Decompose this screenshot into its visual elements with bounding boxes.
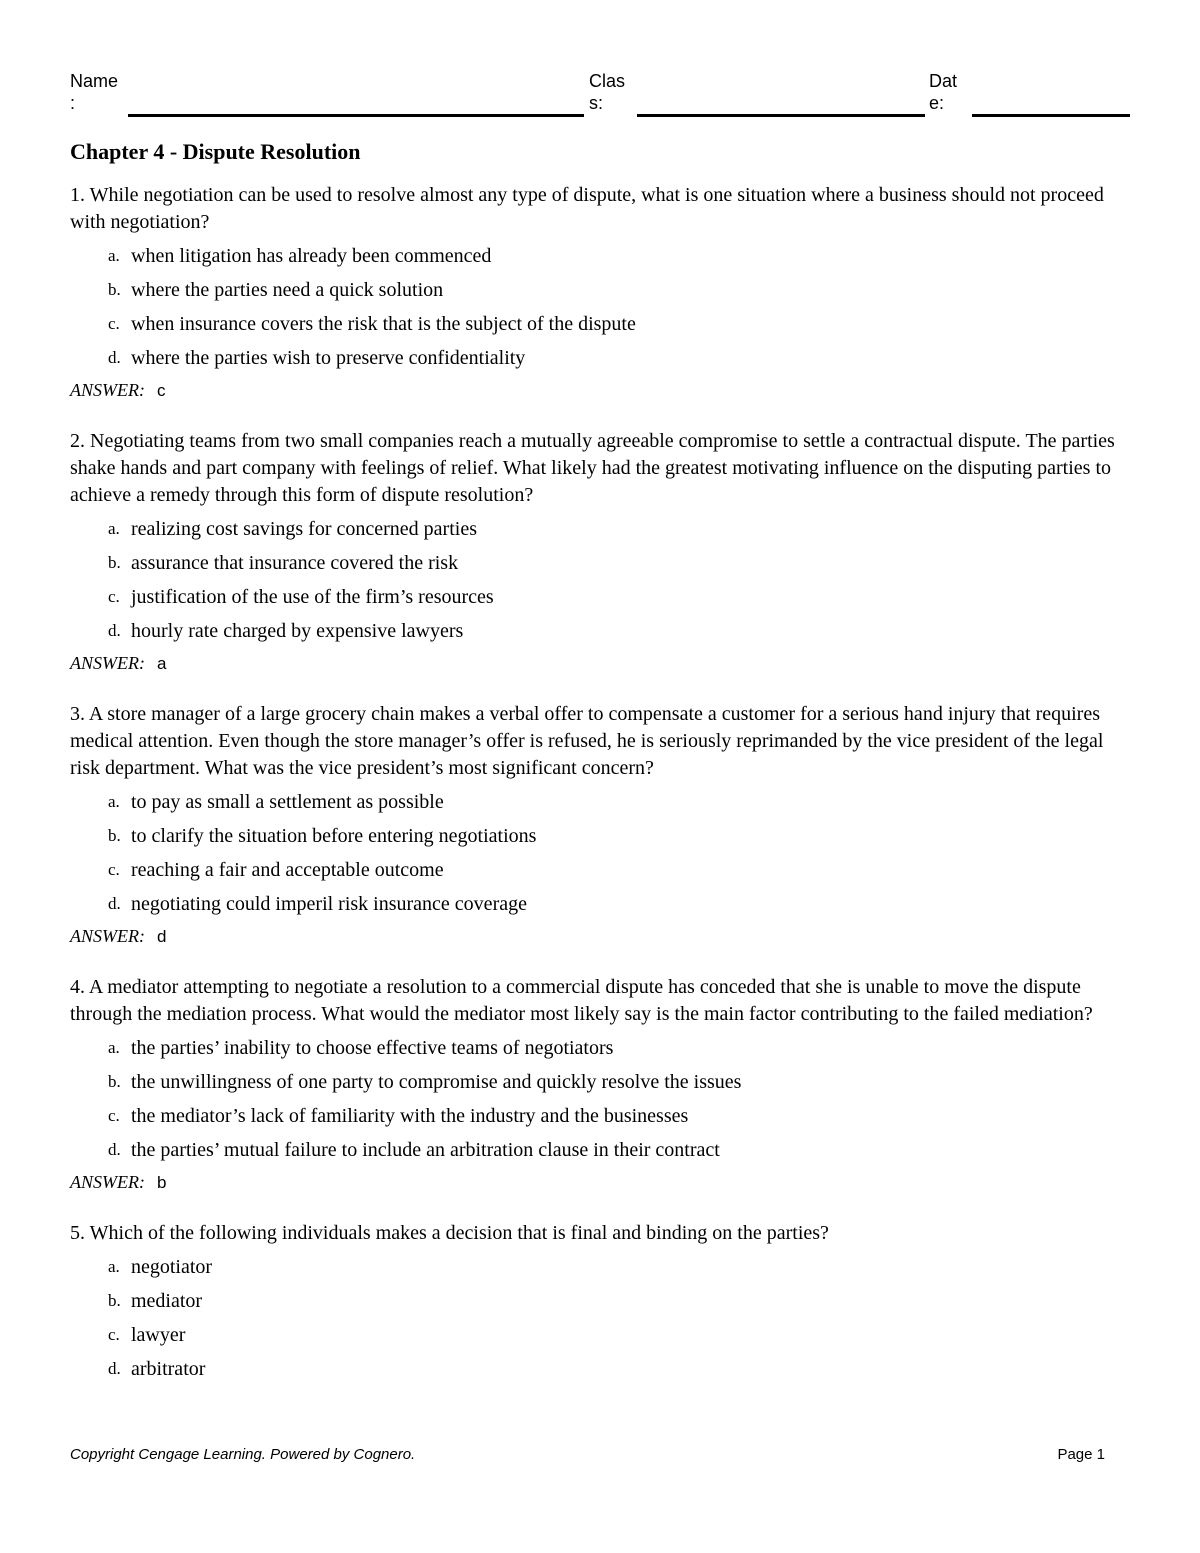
choice-letter: a. [108,519,120,538]
footer-copyright: Copyright Cengage Learning. Powered by Cognero. [70,1446,416,1463]
choice-letter: d. [108,348,121,367]
question-list [70,182,1130,1386]
answer-line [70,1169,1130,1196]
choice-letter: b. [108,553,121,572]
choice-3-d [108,887,1130,921]
choice-text: realizing cost savings for concerned parties [131,518,477,540]
choice-2-d [108,614,1130,648]
question-text: 1. While negotiation can be used to resolve almost any type of dispute, what is one situation where a business should not proceed with negotiation? [70,184,1104,233]
choice-text: hourly rate charged by expensive lawyers [131,620,464,642]
answer-label: ANSWER: [70,653,145,673]
choice-text: where the parties wish to preserve confidentiality [131,347,526,369]
choice-letter: b. [108,280,121,299]
choice-letter: b. [108,1072,121,1091]
date-label: Dat [929,71,958,91]
choice-text: to clarify the situation before entering negotiations [131,825,537,847]
date-colon: e: [929,93,945,113]
class-input-line[interactable] [637,114,925,117]
choice-1-b [108,273,1130,307]
choice-text: the mediator’s lack of familiarity with the industry and the businesses [131,1105,689,1127]
choice-2-b [108,546,1130,580]
choice-letter: b. [108,1291,121,1310]
choice-letter: a. [108,1038,120,1057]
choice-1-d [108,341,1130,375]
choice-5-a [108,1250,1130,1284]
choice-letter: a. [108,1257,120,1276]
class-colon: s: [589,93,604,113]
answer-value: b [156,1173,167,1192]
choice-letter: a. [108,792,120,811]
choice-3-c [108,853,1130,887]
choice-letter: c. [108,314,120,333]
question-text: 5. Which of the following individuals makes a decision that is final and binding on the parties? [70,1222,829,1244]
choice-5-d [108,1352,1130,1386]
choice-text: when insurance covers the risk that is the subject of the dispute [131,313,636,335]
choice-1-c [108,307,1130,341]
answer-label: ANSWER: [70,380,145,400]
choice-letter: b. [108,826,121,845]
class-field-label [589,70,625,114]
choice-4-c [108,1099,1130,1133]
answer-line [70,650,1130,677]
choice-letter: c. [108,1325,120,1344]
choice-2-c [108,580,1130,614]
choice-letter: d. [108,1359,121,1378]
choice-text: lawyer [131,1324,186,1346]
choice-4-d [108,1133,1130,1167]
answer-line [70,377,1130,404]
question-1 [70,182,1130,404]
date-input-line[interactable] [972,114,1130,117]
question-text: 2. Negotiating teams from two small companies reach a mutually agreeable compromise to settle a contractual dispute. The parties shake hands and part company with feelings of relief. What likely had the greatest motivating influence on the disputing parties to achieve a remedy through this form of dispute resolution? [70,430,1115,506]
choice-letter: c. [108,587,120,606]
name-field-label [70,70,118,114]
answer-label: ANSWER: [70,926,145,946]
choice-text: justification of the use of the firm’s resources [131,586,494,608]
choice-3-a [108,785,1130,819]
choice-text: negotiator [131,1256,213,1278]
choice-text: to pay as small a settlement as possible [131,791,444,813]
choice-2-a [108,512,1130,546]
name-input-line[interactable] [128,114,584,117]
choice-text: assurance that insurance covered the risk [131,552,459,574]
chapter-title: Chapter 4 - Dispute Resolution [70,139,361,164]
choice-4-a [108,1031,1130,1065]
answer-line [70,923,1130,950]
choice-text: when litigation has already been commenced [131,245,492,267]
choice-letter: c. [108,1106,120,1125]
question-3 [70,701,1130,950]
page-content [70,138,1130,1410]
choice-4-b [108,1065,1130,1099]
question-4 [70,974,1130,1196]
name-colon: : [70,93,76,113]
name-label: Name [70,71,119,91]
choice-text: the parties’ mutual failure to include an arbitration clause in their contract [131,1139,720,1161]
choice-3-b [108,819,1130,853]
choice-letter: c. [108,860,120,879]
choice-5-c [108,1318,1130,1352]
choice-text: mediator [131,1290,203,1312]
answer-value: a [156,654,167,673]
class-label: Clas [589,71,626,91]
choice-letter: d. [108,1140,121,1159]
choice-5-b [108,1284,1130,1318]
choice-letter: a. [108,246,120,265]
choice-text: arbitrator [131,1358,206,1380]
question-text: 3. A store manager of a large grocery chain makes a verbal offer to compensate a customer for a serious hand injury that requires medical attention. Even though the store manager’s offer is refused, he is seriously reprimanded by the vice president of the legal risk department. What was the vice president’s most significant concern? [70,703,1104,779]
choice-text: reaching a fair and acceptable outcome [131,859,444,881]
choice-text: where the parties need a quick solution [131,279,444,301]
choice-letter: d. [108,894,121,913]
question-5 [70,1220,1130,1386]
choice-1-a [108,239,1130,273]
answer-value: d [156,927,167,946]
answer-label: ANSWER: [70,1172,145,1192]
choice-text: the parties’ inability to choose effective teams of negotiators [131,1037,614,1059]
question-text: 4. A mediator attempting to negotiate a resolution to a commercial dispute has conceded that she is unable to move the dispute through the mediation process. What would the mediator most likely say is the main factor contributing to the failed mediation? [70,976,1093,1025]
page-number: Page 1 [1057,1446,1105,1463]
date-field-label [929,70,957,114]
choice-letter: d. [108,621,121,640]
choice-text: the unwillingness of one party to compromise and quickly resolve the issues [131,1071,742,1093]
choice-text: negotiating could imperil risk insurance coverage [131,893,527,915]
question-2 [70,428,1130,677]
answer-value: c [156,381,166,400]
